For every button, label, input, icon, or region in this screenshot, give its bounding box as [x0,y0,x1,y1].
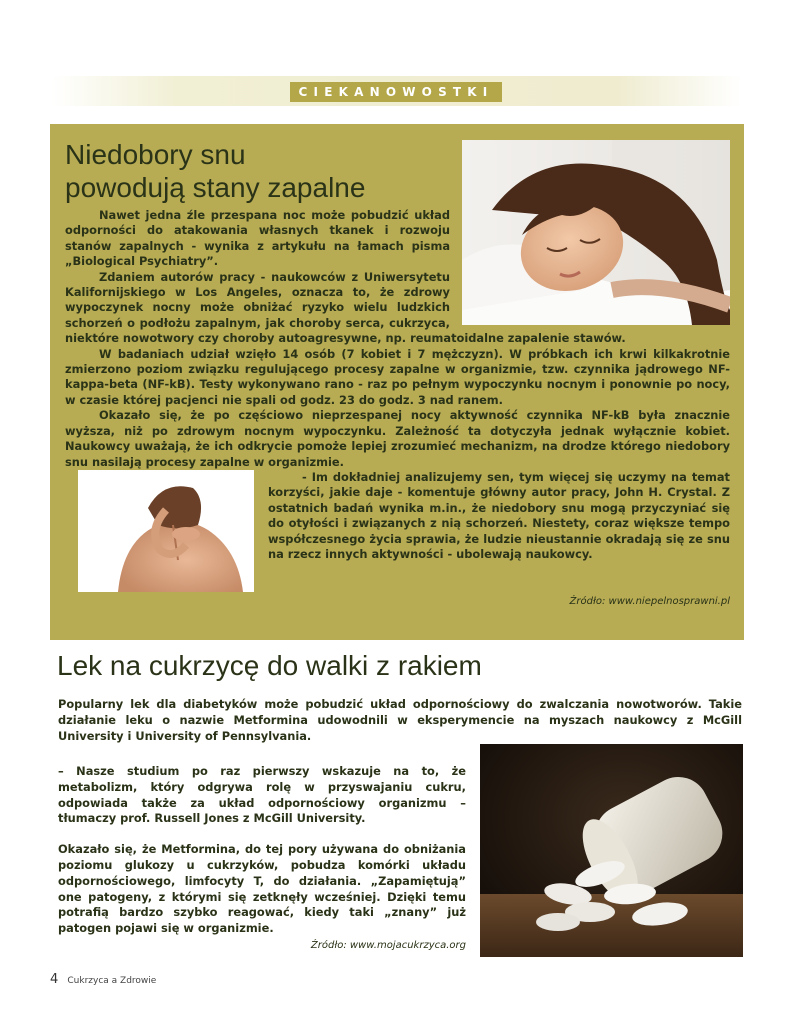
page-number: 4 [50,972,59,987]
article-sleep [50,124,744,640]
paragraph-3: W badaniach udział wzięło 14 osób (7 kobiet i 7 mężczyzn). W próbkach ich krwi kilkakrotnie zmierzono poziom związku regulującego procesy zapalne w organizmie, tzw. czynnika jądrowego NF-kappa-beta (NF-kB). Testy wykonywano rano - raz po pełnym wypoczynku nocnym i ponownie po nocy, w czasie której pacjenci nie spali od godz. 23 do godz. 3 nad ranem. [65,346,730,407]
paragraph-5: - Im dokładniej analizujemy sen, tym więcej się uczymy na temat korzyści, jakie daje - komentuje główny autor pracy, John H. Crystal. Z ostatnich badań wynika m.in., że niedobory snu mogą przyczyniać się do otyłości i związanych z nią schorzeń. Niestety, coraz większe tempo współczesnego życia sprawia, że ludzie nieustannie okradają się ze snu na rzecz innych aktywności - ubolewają naukowcy. [268,469,730,561]
paragraph-1: Nawet jedna źle przespana noc może pobudzić układ odporności do atakowania własnych tkanek i rozwoju stanów zapalnych - wynika z artykułu na łamach pisma „Biological Psychiatry”. [65,208,450,269]
woman-back-photo [78,470,254,592]
pills-bottle-photo [480,744,743,957]
title-line-2: powodują stany zapalne [65,172,366,203]
title-line-1: Niedobory snu [65,139,246,170]
paragraph-quote: – Nasze studium po raz pierwszy wskazuje na to, że metabolizm, który odgrywa rolę w przyswajaniu cukru, odpowiada także za układ odpornościowy organizmu – tłumaczy prof. Russell Jones z McGill University. [58,764,466,826]
section-label: CIEKANOWOSTKI [290,82,502,102]
paragraph-4: Okazało się, że po częściowo nieprzespanej nocy aktywność czynnika NF-kB była znacznie wyższa, niż po zdrowym nocnym wypoczynku. Zależność ta dotyczyła jednak wyłącznie kobiet. Naukowcy uważają, że ich odkrycie pomoże lepiej zrozumieć mechanizm, na drodze którego niedobory snu nasilają procesy zapalne w organizmie. [65,408,730,469]
paragraph-findings: Okazało się, że Metformina, do tej pory używana do obniżania poziomu glukozy u cukrzyków, pobudza komórki układu odpornościowego, limfocyty T, do działania. „Zapamiętują” one patogeny, z którymi się zetknęły wcześniej. Dzięki temu potrafią bardzo szybko reagować, kiedy taki „znany” już patogen pojawi się w organizmie. [58,842,466,936]
article-metformin-body [58,764,466,952]
sleeping-woman-photo [462,140,730,325]
publication-name: Cukrzyca a Zdrowie [67,976,157,986]
article-sleep-title [65,138,485,204]
article-metformin-lead: Popularny lek dla diabetyków może pobudzić układ odpornościowy do zwalczania nowotworów. Takie działanie leku o nazwie Metformina udowodnili w eksperymencie na myszach naukowcy z McGill University i University of Pennsylvania. [58,697,742,743]
page-footer [50,968,156,987]
source-credit: Źródło: www.niepelnosprawni.pl [569,596,730,607]
paragraph-2: Zdaniem autorów pracy - naukowców z Uniwersytetu Kalifornijskiego w Los Angeles, oznacza to, że zdrowy wypoczynek nocny może obniżać ryzyko wielu ludzkich schorzeń o podłożu zapalnym, jak choroby serca, cukrzyca, niektóre nowotwory czy choroby autoagresywne, np. reumatoidalne zapalenie stawów. [65,269,626,346]
source-credit-2: Źródło: www.mojacukrzyca.org [310,940,466,951]
article-sleep-body [65,208,730,594]
article-metformin-title: Lek na cukrzycę do walki z rakiem [57,650,482,681]
